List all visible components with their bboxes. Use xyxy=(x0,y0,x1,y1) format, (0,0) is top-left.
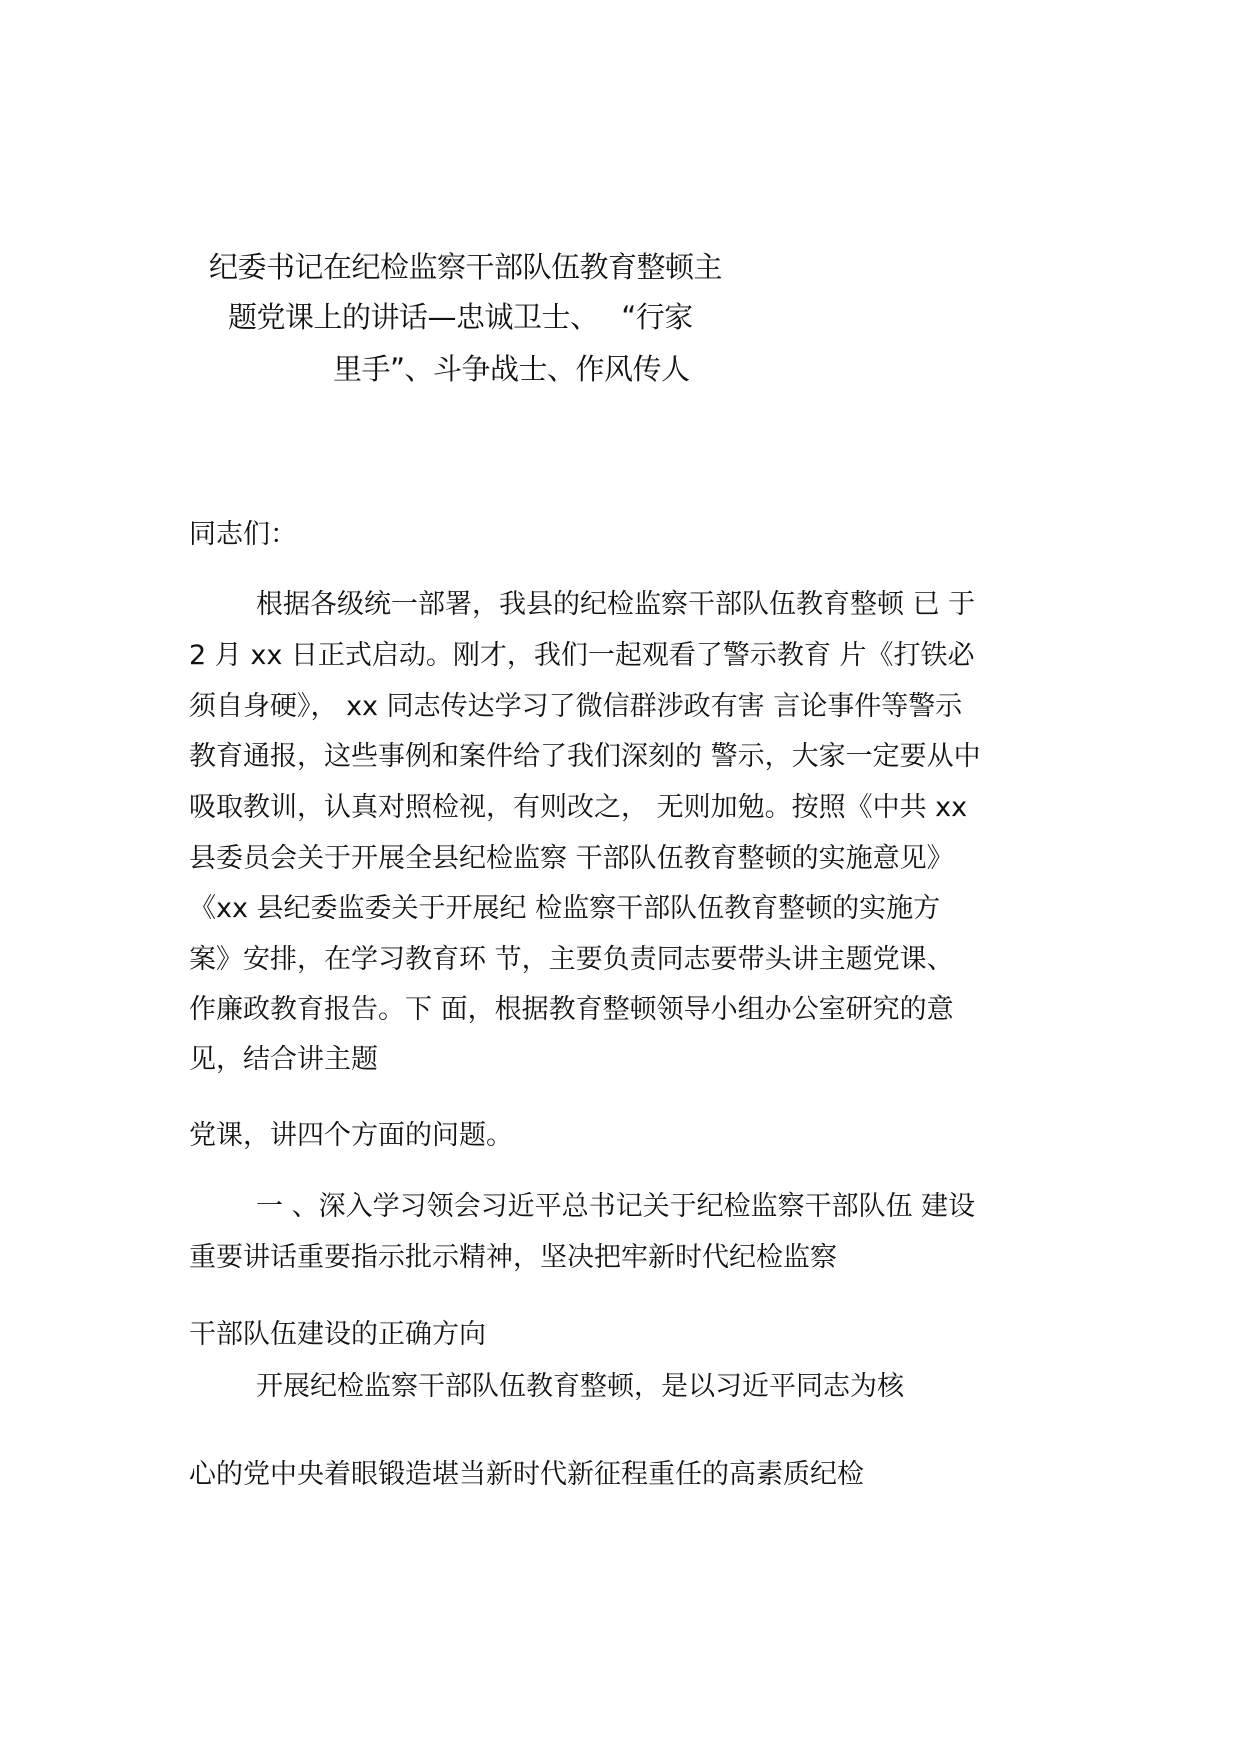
title-line-2: 题党课上的讲话—忠诚卫士、 “行家 xyxy=(228,300,693,334)
body-line: 《xx 县纪委监委关于开展纪 检监察干部队伍教育整顿的实施方 xyxy=(189,893,941,924)
body-line: 心的党中央着眼锻造堪当新时代新征程重任的高素质纪检 xyxy=(189,1459,864,1490)
body-line: 作廉政教育报告。下 面，根据教育整顿领导小组办公室研究的意 xyxy=(189,994,954,1025)
body-line: 须自身硬》， xx 同志传达学习了微信群涉政有害 言论事件等警示 xyxy=(189,691,963,722)
body-line: 党课，讲四个方面的问题。 xyxy=(189,1120,513,1151)
body-line: 见，结合讲主题 xyxy=(189,1044,378,1075)
salutation: 同志们： xyxy=(189,519,297,550)
body-line: 案》安排，在学习教育环 节，主要负责同志要带头讲主题党课、 xyxy=(189,944,954,975)
section-heading-line: 重要讲话重要指示批示精神，坚决把牢新时代纪检监察 xyxy=(189,1242,837,1273)
body-line: 教育通报，这些事例和案件给了我们深刻的 警示，大家一定要从中 xyxy=(189,741,981,772)
body-line: 根据各级统一部署，我县的纪检监察干部队伍教育整顿 已 于 xyxy=(256,589,976,620)
title-line-3: 里手”、斗争战士、作风传人 xyxy=(333,352,690,386)
body-line: 开展纪检监察干部队伍教育整顿，是以习近平同志为核 xyxy=(256,1371,904,1402)
body-line: 县委员会关于开展全县纪检监察 干部队伍教育整顿的实施意见》 xyxy=(189,843,954,874)
section-heading-line: 一 、深入学习领会习近平总书记关于纪检监察干部队伍 建设 xyxy=(256,1191,976,1222)
title-line-1: 纪委书记在纪检监察干部队伍教育整顿主 xyxy=(209,250,723,284)
body-line: 2 月 xx 日正式启动。刚才，我们一起观看了警示教育 片《打铁必 xyxy=(189,640,975,671)
section-heading-line: 干部队伍建设的正确方向 xyxy=(189,1319,486,1350)
body-line: 吸取教训，认真对照检视，有则改之， 无则加勉。按照《中共 xx xyxy=(189,792,968,823)
